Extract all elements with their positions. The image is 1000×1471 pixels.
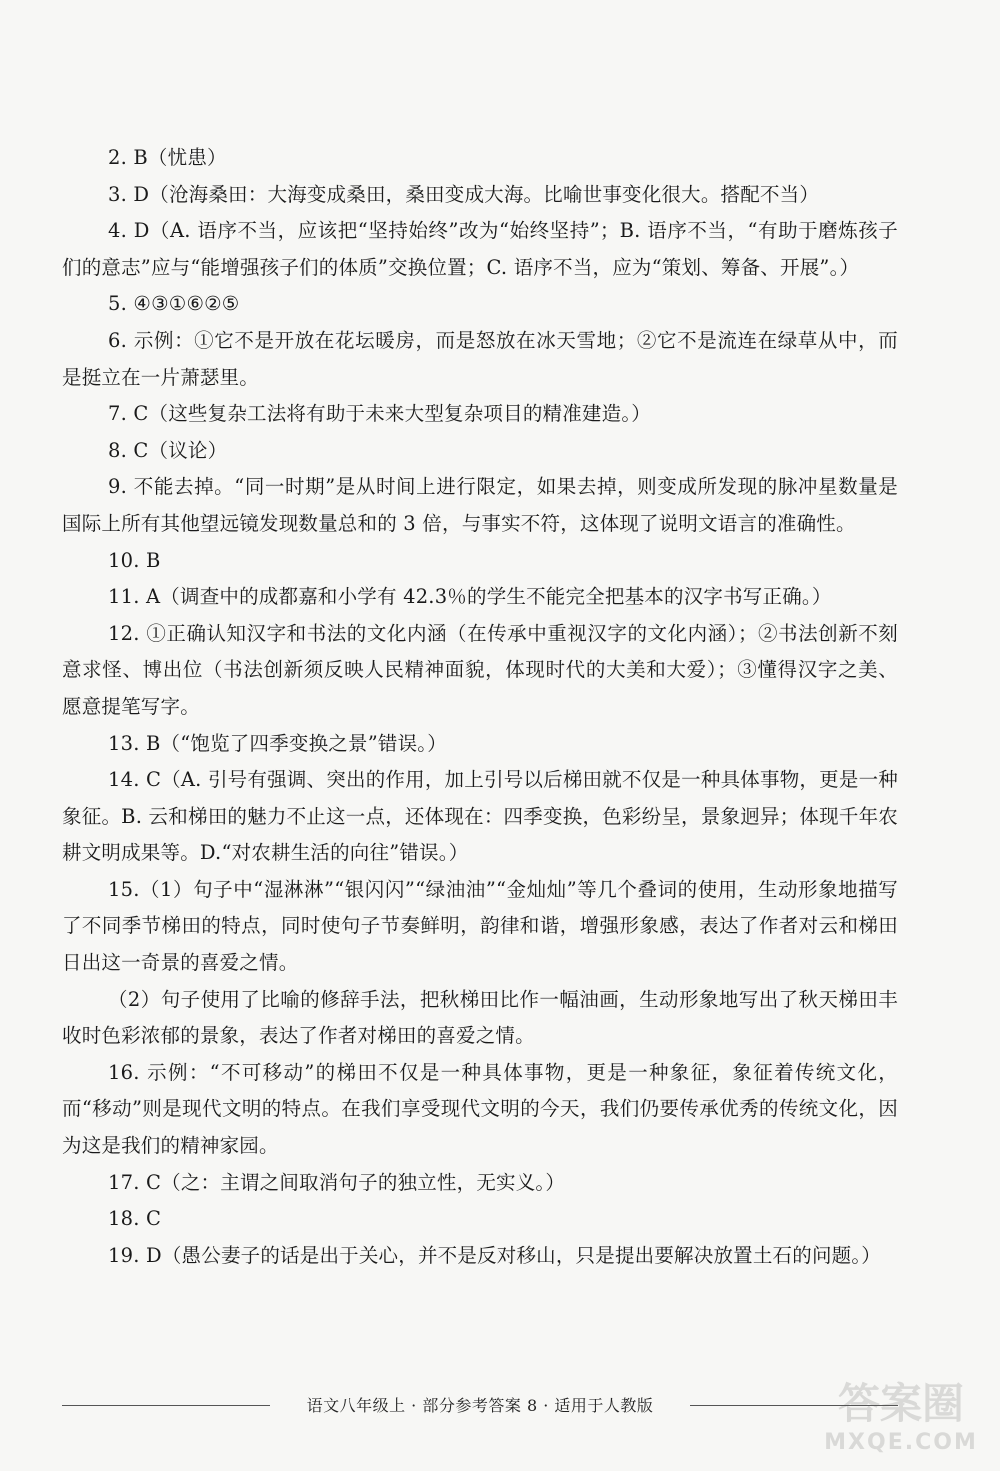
answer-8: 8. C（议论）: [108, 438, 228, 462]
answer-2: 2. B（忧患）: [108, 146, 227, 169]
answer-14: 14. C（A. 引号有强调、突出的作用，加上引号以后梯田就不仅是一种具体事物，更是一种象征。B. 云和梯田的魅力不止这一点，还体现在：四季变换，色彩纷呈，景象迥异；体现千年农耕文明成果等。D.“对农耕生活的向往”错误。）: [62, 768, 898, 865]
watermark-sub-text: MXQE.COM: [824, 1430, 978, 1455]
answer-3: 3. D（沧海桑田：大海变成桑田，桑田变成大海。比喻世事变化很大。搭配不当）: [108, 182, 820, 206]
answer-13: 13. B（“饱览了四季变换之景”错误。）: [108, 731, 447, 755]
footer-rule-left: [62, 1405, 270, 1406]
page-footer: [62, 1394, 898, 1418]
answer-6: 6. 示例：①它不是开放在花坛暖房，而是怒放在冰天雪地；②它不是流连在绿草从中，而是挺立在一片萧瑟里。: [62, 328, 898, 389]
footer-text: 语文八年级上 · 部分参考答案 8 · 适用于人教版: [306, 1396, 654, 1415]
answer-17: 17. C（之：主谓之间取消句子的独立性，无实义。）: [108, 1170, 566, 1194]
watermark-logo: [816, 1378, 986, 1468]
watermark-main-text: 答案圈: [837, 1379, 964, 1428]
answer-4: 4. D（A. 语序不当，应该把“坚持始终”改为“始终坚持”；B. 语序不当，“有助于磨炼孩子们的意志”应与“能增强孩子们的体质”交换位置；C. 语序不当，应为“策划、筹备、开展”。）: [62, 219, 898, 279]
answer-19: 19. D（愚公妻子的话是出于关心，并不是反对移山，只是提出要解决放置土石的问题。）: [108, 1243, 881, 1267]
answer-7: 7. C（这些复杂工法将有助于未来大型复杂项目的精准建造。）: [108, 402, 651, 426]
answer-9: 9. 不能去掉。“同一时期”是从时间上进行限定，如果去掉，则变成所发现的脉冲星数量是国际上所有其他望远镜发现数量总和的 3 倍，与事实不符，这体现了说明文语言的准确性。: [62, 475, 898, 535]
answer-15-1: 15.（1）句子中“湿淋淋”“银闪闪”“绿油油”“金灿灿”等几个叠词的使用，生动形象地描写了不同季节梯田的特点，同时使句子节奏鲜明，韵律和谐，增强形象感，表达了作者对云和梯田日出这一奇景的喜爱之情。: [62, 877, 898, 975]
answer-16: 16. 示例：“不可移动”的梯田不仅是一种具体事物，更是一种象征，象征着传统文化，而“移动”则是现代文明的特点。在我们享受现代文明的今天，我们仍要传承优秀的传统文化，因为这是我们的精神家园。: [62, 1060, 898, 1158]
answer-5: 5. ④③①⑥②⑤: [108, 292, 240, 316]
answer-15-2: （2）句子使用了比喻的修辞手法，把秋梯田比作一幅油画，生动形象地写出了秋天梯田丰收时色彩浓郁的景象，表达了作者对梯田的喜爱之情。: [62, 987, 898, 1048]
answer-18: 18. C: [108, 1207, 162, 1231]
answer-10: 10. B: [108, 548, 161, 572]
answer-11: 11. A（调查中的成都嘉和小学有 42.3％的学生不能完全把基本的汉字书写正确。）: [108, 585, 832, 609]
answer-list: [62, 140, 898, 1274]
answer-12: 12. ①正确认知汉字和书法的文化内涵（在传承中重视汉字的文化内涵）；②书法创新不刻意求怪、博出位（书法创新须反映人民精神面貌，体现时代的大美和大爱）；③懂得汉字之美、愿意提笔写字。: [62, 621, 898, 718]
